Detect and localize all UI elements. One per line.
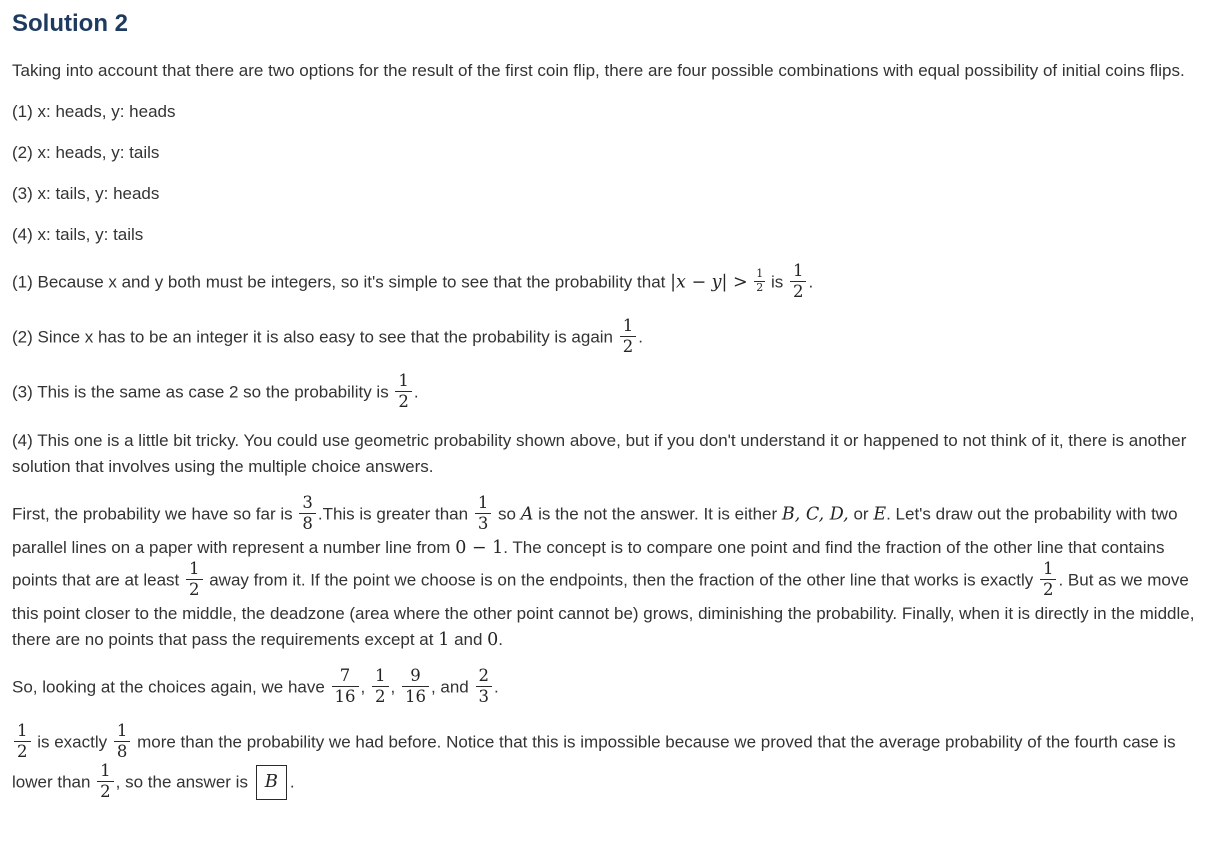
paragraph xyxy=(12,665,1206,708)
fraction-denominator: 2 xyxy=(375,687,386,707)
text-run: . xyxy=(494,677,499,697)
paragraph xyxy=(12,181,1206,207)
text-run: . xyxy=(498,629,504,649)
fraction-numerator: 1 xyxy=(620,317,637,337)
text-run: . xyxy=(413,382,419,402)
fraction xyxy=(475,494,492,534)
text-run: , xyxy=(360,677,370,697)
fraction-denominator: 2 xyxy=(398,392,409,412)
text-run: . xyxy=(289,772,295,792)
text-run: is the not the answer. It is either xyxy=(533,504,782,524)
fraction-numerator: 1 xyxy=(756,267,764,281)
text-run: . xyxy=(808,272,814,292)
text-run: and xyxy=(449,629,488,649)
fraction-denominator: 2 xyxy=(17,742,28,762)
math-inline: 0 xyxy=(487,629,499,650)
paragraph xyxy=(12,315,1206,358)
text-run: (3) x: tails, y: heads xyxy=(12,184,160,203)
fraction-denominator: 2 xyxy=(1042,580,1054,600)
text-run: more than the probability we had before. Notice that this is impossible because we proved that the average probability of the fourth case is lower than xyxy=(12,732,1181,792)
fraction-numerator: 9 xyxy=(402,667,429,687)
paragraph xyxy=(12,720,1206,803)
fraction xyxy=(402,667,429,707)
math-inline: 1 xyxy=(438,629,450,650)
math-inline: B, C, D, xyxy=(781,504,849,525)
text-run: Taking into account that there are two options for the result of the first coin flip, there are four possible combinations with equal possibility of initial coins flips. xyxy=(12,61,1185,80)
text-run: or xyxy=(848,504,874,524)
text-run: is exactly xyxy=(32,732,112,752)
math-inline: A xyxy=(520,504,534,525)
fraction-numerator: 1 xyxy=(372,667,389,687)
text-run: (4) x: tails, y: tails xyxy=(12,225,144,244)
fraction-numerator: 1 xyxy=(14,722,31,742)
fraction xyxy=(114,722,131,762)
fraction-numerator: 1 xyxy=(790,262,807,282)
fraction-numerator: 2 xyxy=(476,667,493,687)
text-run: , and xyxy=(430,677,474,697)
fraction-numerator: 1 xyxy=(395,372,412,392)
fraction-denominator: 2 xyxy=(756,280,764,294)
fraction-denominator: 2 xyxy=(100,782,111,802)
paragraph xyxy=(12,492,1206,653)
text-run: So, looking at the choices again, we have xyxy=(12,677,330,697)
paragraph xyxy=(12,222,1206,248)
fraction-numerator: 1 xyxy=(1040,560,1057,580)
fraction-numerator: 7 xyxy=(332,667,359,687)
fraction xyxy=(754,268,765,293)
solution-article xyxy=(12,10,1206,803)
text-run: First, the probability we have so far is xyxy=(12,504,298,524)
paragraph xyxy=(12,99,1206,125)
text-run: so xyxy=(493,504,521,524)
math-inline: 0 − 1 xyxy=(455,537,504,558)
fraction-denominator: 16 xyxy=(404,687,426,707)
text-run: , so the answer is xyxy=(115,772,253,792)
page-title: Solution 2 xyxy=(12,10,128,37)
fraction-numerator: 1 xyxy=(186,560,203,580)
text-run: is xyxy=(766,272,788,292)
fraction xyxy=(372,667,389,707)
text-run: (2) x: heads, y: tails xyxy=(12,143,160,162)
fraction xyxy=(790,262,807,302)
text-run: (4) This one is a little bit tricky. You could use geometric probability shown above, but if you don't understand it or happened to not think of it, there is another solution that involves using the multiple choice answers. xyxy=(12,430,1192,476)
fraction-denominator: 16 xyxy=(334,687,356,707)
fraction xyxy=(332,667,359,707)
paragraph xyxy=(12,263,1206,303)
solution-content xyxy=(12,58,1206,803)
paragraph xyxy=(12,370,1206,413)
fraction-denominator: 2 xyxy=(792,282,804,302)
text-run: (3) This is the same as case 2 so the probability is xyxy=(12,382,394,402)
boxed-answer: B xyxy=(256,765,287,800)
text-run: .This is greater than xyxy=(317,504,473,524)
fraction xyxy=(395,372,412,412)
fraction-numerator: 1 xyxy=(114,722,131,742)
fraction-denominator: 8 xyxy=(302,514,313,534)
fraction-numerator: 1 xyxy=(97,762,114,782)
fraction-numerator: 1 xyxy=(475,494,492,514)
paragraph xyxy=(12,58,1206,84)
text-run: . The concept is to compare one point and find the fraction of the other line that contains points that are at least xyxy=(12,537,1170,590)
paragraph xyxy=(12,428,1206,480)
fraction-numerator: 3 xyxy=(299,494,316,514)
text-run: , xyxy=(390,677,400,697)
fraction-denominator: 2 xyxy=(189,580,200,600)
text-run: (1) x: heads, y: heads xyxy=(12,102,176,121)
fraction xyxy=(299,494,316,534)
fraction xyxy=(97,762,114,802)
fraction xyxy=(476,667,493,707)
fraction xyxy=(620,317,637,357)
fraction-denominator: 2 xyxy=(622,337,634,357)
fraction xyxy=(14,722,31,762)
text-run: (1) Because x and y both must be integers, so it's simple to see that the probability that xyxy=(12,272,671,292)
math-inline: |x − y| > xyxy=(670,272,754,293)
text-run: (2) Since x has to be an integer it is also easy to see that the probability is again xyxy=(12,327,618,347)
fraction xyxy=(186,560,203,600)
text-run: . xyxy=(638,327,643,347)
text-run: away from it. If the point we choose is on the endpoints, then the fraction of the other line that works is exactly xyxy=(204,570,1038,590)
fraction-denominator: 3 xyxy=(478,687,489,707)
math-inline: E xyxy=(873,504,887,525)
text-run: . But as we move this point closer to the middle, the deadzone (area where the other point cannot be) grows, diminishing the probability. Finally, when it is directly in the middle, there are no points that pass the requirements except at xyxy=(12,570,1200,649)
fraction xyxy=(1040,560,1057,600)
paragraph xyxy=(12,140,1206,166)
fraction-denominator: 3 xyxy=(477,514,489,534)
fraction-denominator: 8 xyxy=(116,742,128,762)
text-run: . Let's draw out the probability with two parallel lines on a paper with represent a number line from xyxy=(12,504,1183,557)
